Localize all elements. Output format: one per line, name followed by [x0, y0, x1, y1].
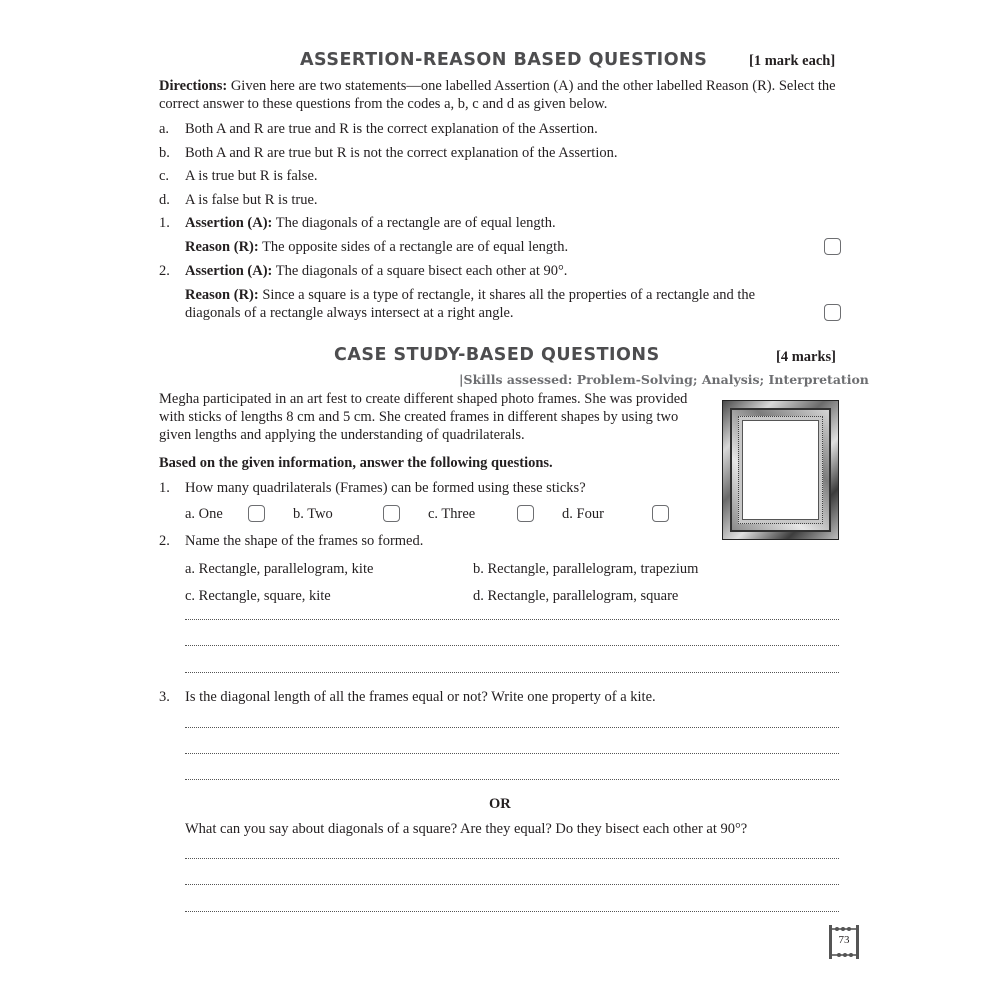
option-one-label: a. One — [185, 506, 223, 522]
answer-line[interactable] — [185, 858, 839, 859]
case-section-marks: [4 marks] — [776, 349, 837, 365]
assertion-label: Assertion (A): — [185, 215, 273, 231]
ar-question-2-assertion — [185, 262, 567, 280]
answer-line[interactable] — [185, 645, 839, 646]
answer-line[interactable] — [185, 884, 839, 885]
option-one-checkbox[interactable] — [248, 505, 265, 522]
or-separator: OR — [489, 796, 511, 812]
answer-line[interactable] — [185, 753, 839, 754]
code-c-letter: c. — [159, 168, 170, 184]
case-passage: Megha participated in an art fest to create different shaped photo frames. She was provided with sticks of lengths 8 cm and 5 cm. She created frames in different shapes by using two given lengths and applying the understanding of quadrilaterals. — [159, 391, 688, 443]
ar-question-1-answer-checkbox[interactable] — [824, 238, 841, 255]
option-two-label: b. Two — [293, 506, 333, 522]
answer-line[interactable] — [185, 911, 839, 912]
assertion-text: The diagonals of a rectangle are of equal length. — [275, 215, 556, 231]
reason-text: Since a square is a type of rectangle, it shares all the properties of a rectangle and the diagonals of a rectangle always intersect at a right angle. — [185, 287, 756, 321]
q2-option-d: d. Rectangle, parallelogram, square — [473, 588, 679, 604]
directions-label: Directions: — [159, 78, 228, 94]
code-a-text: Both A and R are true and R is the correct explanation of the Assertion. — [185, 121, 598, 137]
answer-line[interactable] — [185, 619, 839, 620]
case-section-title: CASE STUDY-BASED QUESTIONS — [334, 345, 660, 365]
option-four-label: d. Four — [562, 506, 604, 522]
option-four-checkbox[interactable] — [652, 505, 669, 522]
ar-question-2-reason — [185, 286, 795, 322]
directions-text: Given here are two statements—one labelled Assertion (A) and the other labelled Reason (R). Select the correct answer to these questions from the codes a, b, c and d as given below. — [159, 78, 836, 112]
case-question-2-text: Name the shape of the frames so formed. — [185, 533, 424, 549]
code-c-text: A is true but R is false. — [185, 168, 318, 184]
case-instruction: Based on the given information, answer the following questions. — [159, 455, 553, 471]
code-d-letter: d. — [159, 192, 170, 208]
case-question-3-alt-text: What can you say about diagonals of a square? Are they equal? Do they bisect each other at 90°? — [185, 821, 748, 837]
assertion-section-title: ASSERTION-REASON BASED QUESTIONS — [300, 50, 708, 70]
reason-label: Reason (R): — [185, 287, 259, 303]
q2-option-a: a. Rectangle, parallelogram, kite — [185, 561, 374, 577]
case-question-2-number: 2. — [159, 533, 170, 549]
code-b-letter: b. — [159, 145, 170, 161]
page-number: 73 — [838, 934, 850, 946]
case-question-3-text: Is the diagonal length of all the frames equal or not? Write one property of a kite. — [185, 689, 656, 705]
case-question-1-number: 1. — [159, 480, 170, 496]
case-question-1-text: How many quadrilaterals (Frames) can be formed using these sticks? — [185, 480, 586, 496]
ar-question-1-assertion — [185, 214, 556, 232]
option-three-label: c. Three — [428, 506, 476, 522]
assertion-text: The diagonals of a square bisect each other at 90°. — [275, 263, 568, 279]
q2-option-c: c. Rectangle, square, kite — [185, 588, 331, 604]
skills-assessed: |Skills assessed: Problem-Solving; Analysis; Interpretation — [459, 372, 869, 387]
reason-label: Reason (R): — [185, 239, 259, 255]
directions — [159, 77, 841, 113]
option-three-checkbox[interactable] — [517, 505, 534, 522]
ar-question-1-number: 1. — [159, 215, 170, 231]
assertion-section-marks: [1 mark each] — [749, 53, 836, 69]
ar-question-2-answer-checkbox[interactable] — [824, 304, 841, 321]
photo-frame-image — [722, 400, 839, 540]
answer-line[interactable] — [185, 672, 839, 673]
case-question-3-number: 3. — [159, 689, 170, 705]
ar-question-1-reason — [185, 238, 568, 256]
answer-line[interactable] — [185, 727, 839, 728]
page-number-badge — [828, 924, 860, 960]
q2-option-b: b. Rectangle, parallelogram, trapezium — [473, 561, 699, 577]
code-a-letter: a. — [159, 121, 170, 137]
reason-text: The opposite sides of a rectangle are of equal length. — [262, 239, 569, 255]
assertion-label: Assertion (A): — [185, 263, 273, 279]
code-d-text: A is false but R is true. — [185, 192, 318, 208]
ar-question-2-number: 2. — [159, 263, 170, 279]
code-b-text: Both A and R are true but R is not the correct explanation of the Assertion. — [185, 145, 618, 161]
option-two-checkbox[interactable] — [383, 505, 400, 522]
answer-line[interactable] — [185, 779, 839, 780]
